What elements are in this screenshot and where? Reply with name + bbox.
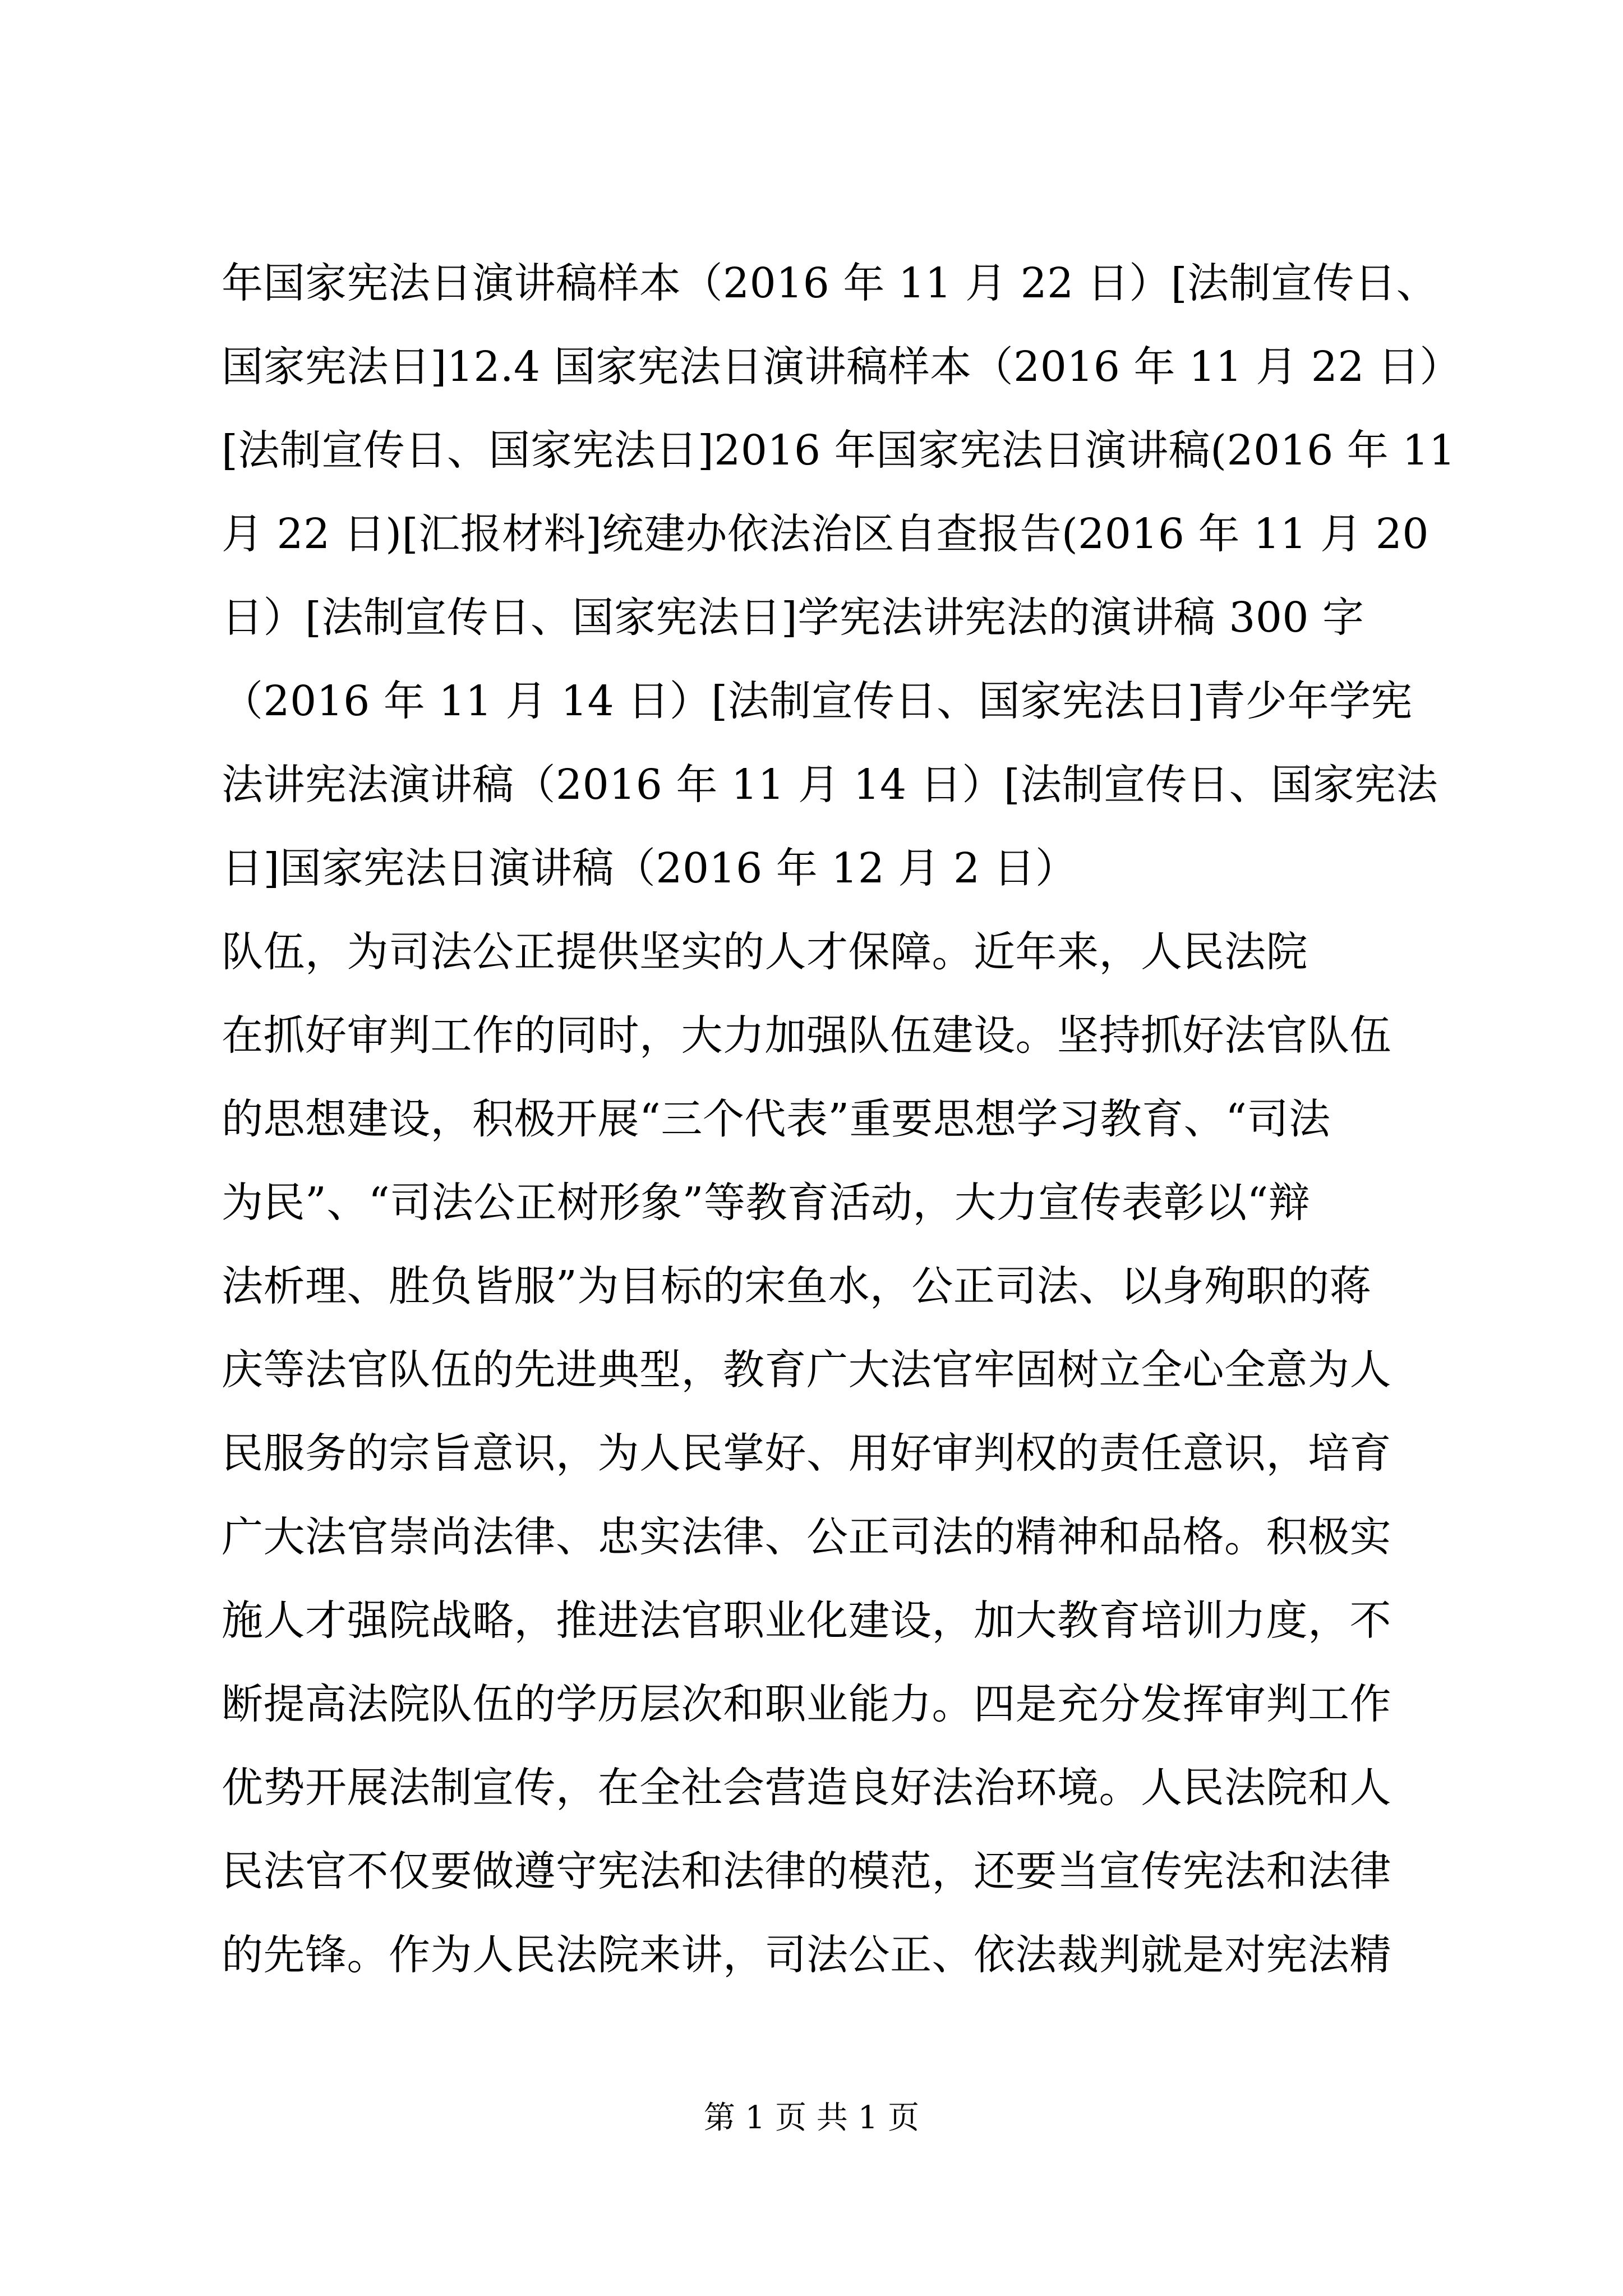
text-line-7: 法讲宪法演讲稿（2016 年 11 月 14 日）[法制宣传日、国家宪法 (222, 761, 1438, 809)
text-line-3: [法制宣传日、国家宪法日]2016 年国家宪法日演讲稿(2016 年 11 (222, 426, 1456, 475)
paragraph-line-10: 断提高法院队伍的学历层次和职业能力。四是充分发挥审判工作 (222, 1680, 1391, 1728)
paragraph-line-13: 的先锋。作为人民法院来讲，司法公正、依法裁判就是对宪法精 (222, 1931, 1391, 1979)
text-line-2: 国家宪法日]12.4 国家宪法日演讲稿样本（2016 年 11 月 22 日） (222, 343, 1461, 391)
text-line-5: 日）[法制宣传日、国家宪法日]学宪法讲宪法的演讲稿 300 字 (222, 593, 1364, 642)
text-line-6: （2016 年 11 月 14 日）[法制宣传日、国家宪法日]青少年学宪 (222, 677, 1413, 725)
paragraph-line-6: 庆等法官队伍的先进典型，教育广大法官牢固树立全心全意为人 (222, 1346, 1391, 1394)
text-line-8: 日]国家宪法日演讲稿（2016 年 12 月 2 日） (222, 844, 1077, 892)
paragraph-line-11: 优势开展法制宣传，在全社会营造良好法治环境。人民法院和人 (222, 1764, 1391, 1812)
paragraph-line-2: 在抓好审判工作的同时，大力加强队伍建设。坚持抓好法官队伍 (222, 1011, 1391, 1060)
paragraph-line-8: 广大法官崇尚法律、忠实法律、公正司法的精神和品格。积极实 (222, 1513, 1391, 1561)
document-body (222, 259, 1461, 2018)
paragraph-line-5: 法析理、胜负皆服”为目标的宋鱼水，公正司法、以身殉职的蒋 (222, 1262, 1371, 1310)
paragraph-line-9: 施人才强院战略，推进法官职业化建设，加大教育培训力度，不 (222, 1596, 1391, 1645)
paragraph-line-3: 的思想建设，积极开展“三个代表”重要思想学习教育、“司法 (222, 1095, 1331, 1143)
page-number-footer: 第 1 页 共 1 页 (703, 2100, 920, 2136)
paragraph-line-4: 为民”、“司法公正树形象”等教育活动，大力宣传表彰以“辩 (222, 1179, 1311, 1227)
text-line-1: 年国家宪法日演讲稿样本（2016 年 11 月 22 日）[法制宣传日、 (222, 259, 1438, 307)
paragraph-line-1: 队伍，为司法公正提供坚实的人才保障。近年来，人民法院 (222, 928, 1308, 976)
paragraph-line-12: 民法官不仅要做遵守宪法和法律的模范，还要当宣传宪法和法律 (222, 1847, 1391, 1895)
paragraph-line-7: 民服务的宗旨意识，为人民掌好、用好审判权的责任意识，培育 (222, 1429, 1391, 1478)
text-line-4: 月 22 日)[汇报材料]统建办依法治区自查报告(2016 年 11 月 20 (222, 510, 1429, 558)
